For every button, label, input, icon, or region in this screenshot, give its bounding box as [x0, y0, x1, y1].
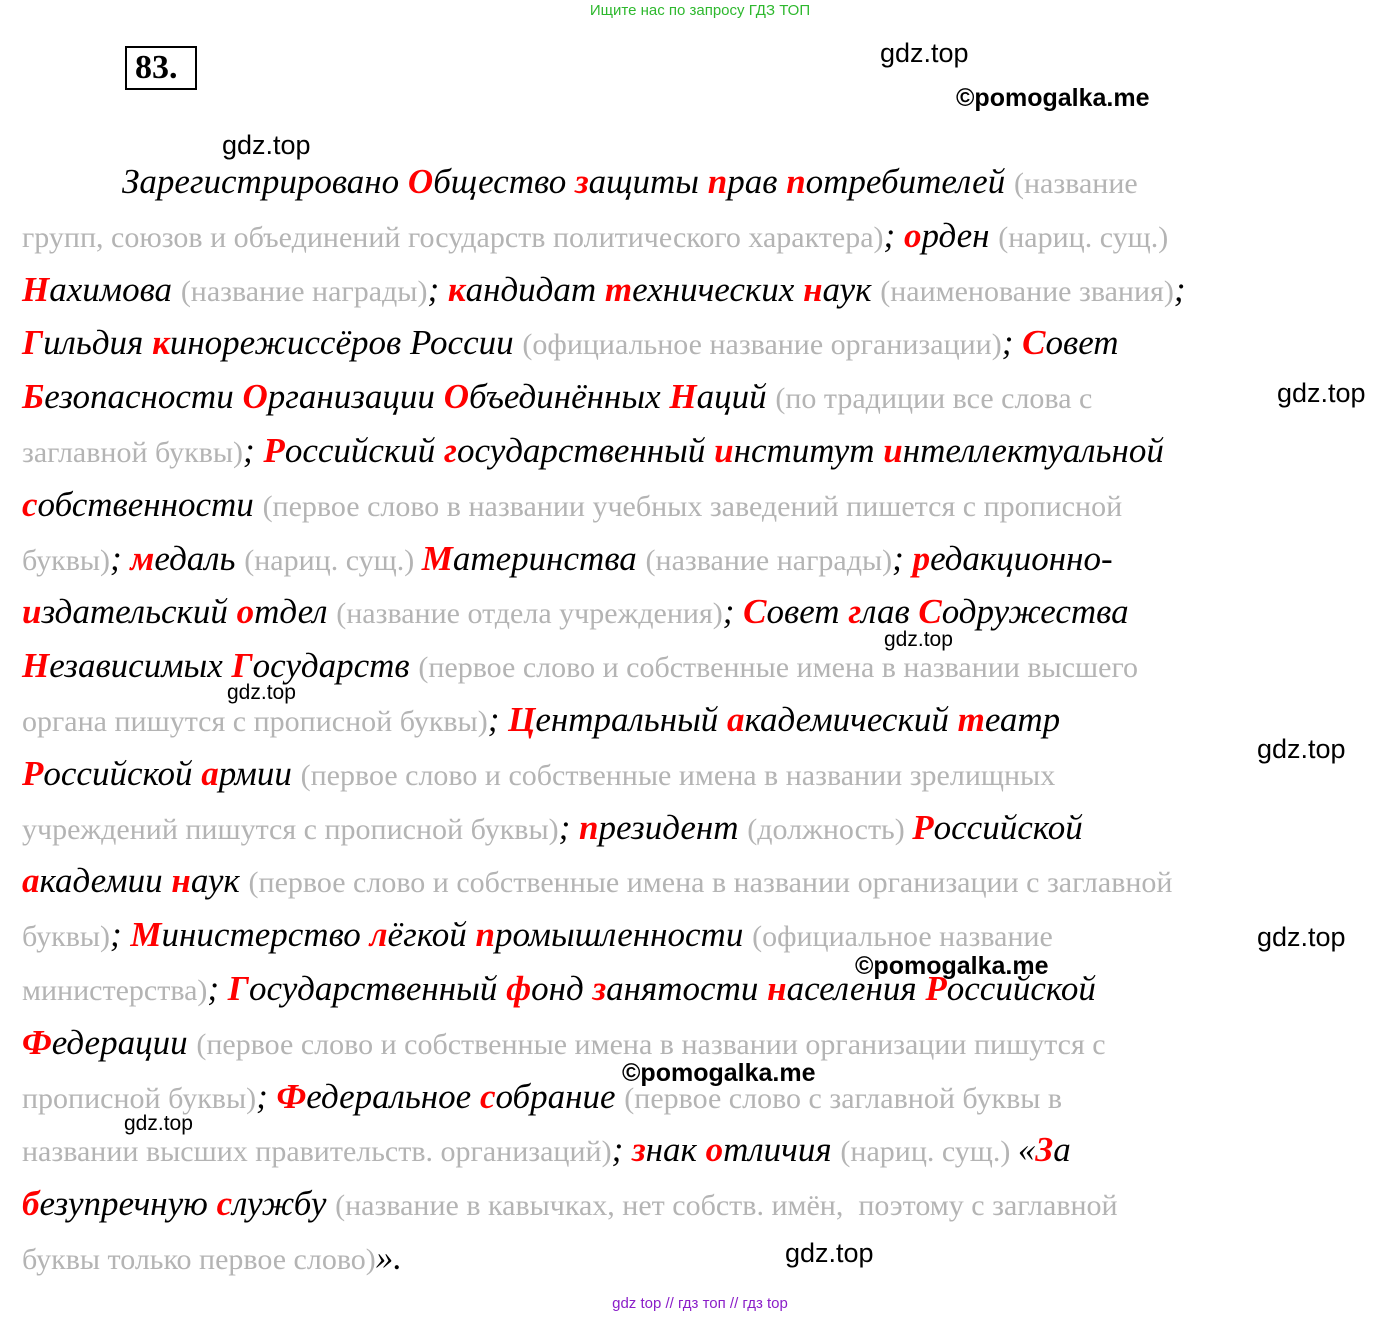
explanation-comment: (наименование звания): [880, 275, 1174, 308]
text-fragment: осударств: [252, 646, 419, 685]
text-line: [22, 1130, 1071, 1177]
text-fragment: ильдия: [43, 323, 153, 362]
capital-letter: Б: [22, 377, 45, 416]
text-line: [22, 808, 1083, 855]
capital-letter: г: [444, 431, 457, 470]
text-fragment: ;: [110, 915, 131, 954]
capital-letter: М: [130, 915, 162, 954]
text-fragment: кадемический: [744, 700, 958, 739]
capital-letter: о: [903, 216, 922, 255]
explanation-comment: (название в кавычках, нет собств. имён, поэтому с заглавной: [335, 1189, 1118, 1222]
text-fragment: нститут: [733, 431, 884, 470]
text-fragment: бъединённых: [468, 377, 670, 416]
capital-letter: п: [786, 162, 806, 201]
text-fragment: нак: [645, 1130, 706, 1169]
text-fragment: обрание: [495, 1077, 625, 1116]
text-fragment: оссийской: [933, 808, 1083, 847]
text-line: [22, 216, 1168, 263]
text-fragment: ;: [256, 1077, 277, 1116]
explanation-comment: прописной буквы): [22, 1082, 257, 1115]
explanation-comment: (официальное название: [752, 920, 1053, 953]
text-fragment: ;: [883, 216, 904, 255]
capital-letter: О: [407, 162, 434, 201]
explanation-comment: (первое слово в названии учебных заведений пишется с прописной: [262, 490, 1123, 523]
explanation-comment: (первое слово и собственные имена в названии организации пишутся с: [196, 1028, 1106, 1061]
text-fragment: ;: [110, 539, 131, 578]
text-fragment: ;: [558, 808, 579, 847]
explanation-comment: министерства): [22, 974, 208, 1007]
text-fragment: здательский: [41, 592, 237, 631]
text-line: [122, 162, 1138, 209]
capital-letter: ф: [506, 969, 532, 1008]
explanation-comment: групп, союзов и объединений государств политического характера): [22, 221, 884, 254]
text-fragment: едерации: [51, 1023, 197, 1062]
text-fragment: ».: [375, 1238, 403, 1277]
text-fragment: едакционно-: [930, 539, 1113, 578]
capital-letter: С: [1022, 323, 1046, 362]
top-banner: Ищите нас по запросу ГДЗ ТОП: [589, 2, 811, 19]
text-line: [22, 754, 1055, 801]
text-line: [22, 1184, 1118, 1231]
text-line: [22, 431, 1164, 478]
text-line: [22, 700, 1060, 747]
capital-letter: Ф: [22, 1023, 52, 1062]
text-line: [22, 485, 1122, 532]
capital-letter: М: [421, 539, 453, 578]
text-fragment: анятости: [606, 969, 768, 1008]
explanation-comment: (первое слово с заглавной буквы в: [624, 1082, 1063, 1115]
capital-letter: О: [443, 377, 469, 416]
capital-letter: п: [475, 915, 495, 954]
capital-letter: Н: [669, 377, 697, 416]
explanation-comment: (официальное название организации): [522, 328, 1002, 361]
text-fragment: отребителей: [805, 162, 1014, 201]
explanation-comment: (нариц. сущ.): [244, 544, 422, 577]
text-fragment: оссийской: [43, 754, 202, 793]
capital-letter: Г: [227, 969, 249, 1008]
text-fragment: аселения: [786, 969, 926, 1008]
text-fragment: аций: [696, 377, 776, 416]
text-line: [22, 1023, 1106, 1070]
explanation-comment: (нариц. сущ.): [998, 221, 1169, 254]
explanation-comment: (первое слово и собственные имена в названии организации с заглавной: [248, 866, 1173, 899]
text-line: [22, 377, 1092, 424]
text-fragment: ехнических: [632, 270, 804, 309]
text-fragment: Зарегистрировано: [122, 162, 408, 201]
text-fragment: ;: [892, 539, 913, 578]
capital-letter: Р: [22, 754, 44, 793]
capital-letter: и: [22, 592, 42, 631]
capital-letter: Р: [912, 808, 934, 847]
text-fragment: ахимова: [49, 270, 181, 309]
text-fragment: аук: [822, 270, 881, 309]
text-fragment: инистерство: [161, 915, 370, 954]
explanation-comment: названии высших правительств. организаций): [22, 1135, 612, 1168]
capital-letter: Н: [22, 270, 50, 309]
text-fragment: едеральное: [306, 1077, 480, 1116]
capital-letter: и: [883, 431, 903, 470]
capital-letter: и: [714, 431, 734, 470]
capital-letter: б: [22, 1184, 40, 1223]
explanation-comment: (нариц. сущ.): [840, 1135, 1018, 1168]
text-fragment: тдел: [254, 592, 337, 631]
text-line: [22, 592, 1129, 639]
watermark-pomogalka: ©pomogalka.me: [622, 1059, 816, 1087]
text-fragment: езупречную: [39, 1184, 217, 1223]
explanation-comment: буквы): [22, 544, 111, 577]
text-fragment: ;: [1001, 323, 1023, 362]
watermark-pomogalka: ©pomogalka.me: [956, 84, 1150, 112]
capital-letter: Ц: [508, 700, 536, 739]
capital-letter: с: [479, 1077, 496, 1116]
text-fragment: инорежиссёров России: [169, 323, 523, 362]
text-line: [22, 861, 1172, 908]
capital-letter: Г: [22, 323, 44, 362]
watermark-gdz: gdz.top: [222, 130, 311, 160]
capital-letter: С: [743, 592, 767, 631]
capital-letter: к: [447, 270, 466, 309]
watermark-gdz: gdz.top: [1277, 378, 1366, 408]
capital-letter: р: [912, 539, 931, 578]
capital-letter: н: [767, 969, 787, 1008]
text-fragment: ащиты: [588, 162, 708, 201]
capital-letter: п: [707, 162, 728, 201]
explanation-comment: органа пишутся с прописной буквы): [22, 705, 488, 738]
text-fragment: кадемии: [39, 861, 172, 900]
watermark-gdz: gdz.top: [884, 628, 953, 651]
watermark-pomogalka: ©pomogalka.me: [855, 952, 1049, 980]
text-fragment: лав: [861, 592, 919, 631]
capital-letter: а: [22, 861, 40, 900]
text-fragment: рден: [921, 216, 999, 255]
capital-letter: Ф: [276, 1077, 307, 1116]
text-fragment: ;: [427, 270, 448, 309]
capital-letter: с: [216, 1184, 233, 1223]
text-fragment: нтеллектуальной: [902, 431, 1164, 470]
text-fragment: ;: [722, 592, 744, 631]
capital-letter: с: [22, 485, 38, 524]
footer: gdz top // гдз топ // гдз top: [612, 1295, 788, 1312]
text-fragment: ентральный: [535, 700, 728, 739]
capital-letter: О: [242, 377, 268, 416]
explanation-comment: буквы): [22, 920, 111, 953]
text-fragment: одружества: [941, 592, 1129, 631]
text-fragment: оссийской: [946, 969, 1096, 1008]
text-fragment: аук: [190, 861, 249, 900]
capital-letter: п: [579, 808, 599, 847]
text-fragment: ;: [611, 1130, 632, 1169]
capital-letter: Р: [263, 431, 285, 470]
text-fragment: осударственный: [456, 431, 715, 470]
text-line: [22, 1238, 402, 1285]
text-fragment: рмии: [218, 754, 301, 793]
capital-letter: з: [631, 1130, 646, 1169]
text-fragment: езависимых: [49, 646, 232, 685]
text-fragment: а: [1053, 1130, 1071, 1169]
explanation-comment: (название отдела учреждения): [336, 597, 723, 630]
text-fragment: лужбу: [232, 1184, 336, 1223]
explanation-comment: учреждений пишутся с прописной буквы): [22, 813, 559, 846]
explanation-comment: (название: [1013, 167, 1138, 200]
capital-letter: н: [803, 270, 823, 309]
watermark-gdz: gdz.top: [1257, 734, 1346, 764]
text-fragment: бщество: [433, 162, 575, 201]
text-fragment: осударственный: [248, 969, 507, 1008]
text-fragment: ;: [1173, 270, 1186, 309]
text-fragment: атеринства: [452, 539, 646, 578]
task-number: 83.: [125, 46, 197, 90]
capital-letter: о: [705, 1130, 724, 1169]
explanation-comment: (должность): [747, 813, 913, 846]
text-fragment: еатр: [984, 700, 1061, 739]
capital-letter: а: [727, 700, 745, 739]
text-line: [22, 539, 1113, 586]
explanation-comment: (название награды): [645, 544, 893, 577]
capital-letter: З: [1035, 1130, 1054, 1169]
capital-letter: к: [152, 323, 170, 362]
capital-letter: т: [957, 700, 985, 739]
capital-letter: Г: [231, 646, 253, 685]
capital-letter: Н: [22, 646, 50, 685]
watermark-gdz: gdz.top: [227, 681, 296, 704]
text-fragment: едаль: [154, 539, 245, 578]
capital-letter: о: [236, 592, 255, 631]
capital-letter: н: [171, 861, 191, 900]
text-line: [22, 646, 1138, 693]
capital-letter: м: [130, 539, 155, 578]
explanation-comment: (название награды): [180, 275, 428, 308]
text-fragment: тличия: [723, 1130, 841, 1169]
watermark-gdz: gdz.top: [880, 38, 969, 68]
watermark-gdz: gdz.top: [124, 1112, 193, 1135]
text-fragment: ромышленности: [494, 915, 753, 954]
text-fragment: ;: [487, 700, 509, 739]
text-fragment: езопасности: [44, 377, 243, 416]
watermark-gdz: gdz.top: [1257, 922, 1346, 952]
capital-letter: С: [918, 592, 942, 631]
text-fragment: онд: [531, 969, 593, 1008]
text-fragment: рав: [727, 162, 787, 201]
text-line: [22, 323, 1119, 370]
text-fragment: оссийский: [284, 431, 445, 470]
text-fragment: ёгкой: [387, 915, 476, 954]
capital-letter: з: [574, 162, 589, 201]
explanation-comment: (первое слово и собственные имена в названии зрелищных: [300, 759, 1056, 792]
capital-letter: г: [848, 592, 862, 631]
capital-letter: т: [604, 270, 633, 309]
text-fragment: «: [1017, 1130, 1036, 1169]
watermark-gdz: gdz.top: [785, 1238, 874, 1268]
capital-letter: з: [592, 969, 607, 1008]
text-fragment: резидент: [598, 808, 748, 847]
text-fragment: ;: [207, 969, 228, 1008]
text-fragment: рганизации: [267, 377, 444, 416]
text-fragment: овет: [1045, 323, 1119, 362]
text-fragment: андидат: [465, 270, 605, 309]
text-fragment: овет: [766, 592, 849, 631]
explanation-comment: буквы только первое слово): [22, 1243, 376, 1276]
explanation-comment: заглавной буквы): [22, 436, 244, 469]
capital-letter: л: [369, 915, 388, 954]
explanation-comment: (первое слово и собственные имена в названии высшего: [418, 651, 1139, 684]
text-fragment: обственности: [37, 485, 263, 524]
text-line: [22, 270, 1186, 317]
capital-letter: Р: [925, 969, 947, 1008]
text-fragment: ;: [243, 431, 264, 470]
capital-letter: а: [201, 754, 219, 793]
explanation-comment: (по традиции все слова с: [775, 382, 1093, 415]
